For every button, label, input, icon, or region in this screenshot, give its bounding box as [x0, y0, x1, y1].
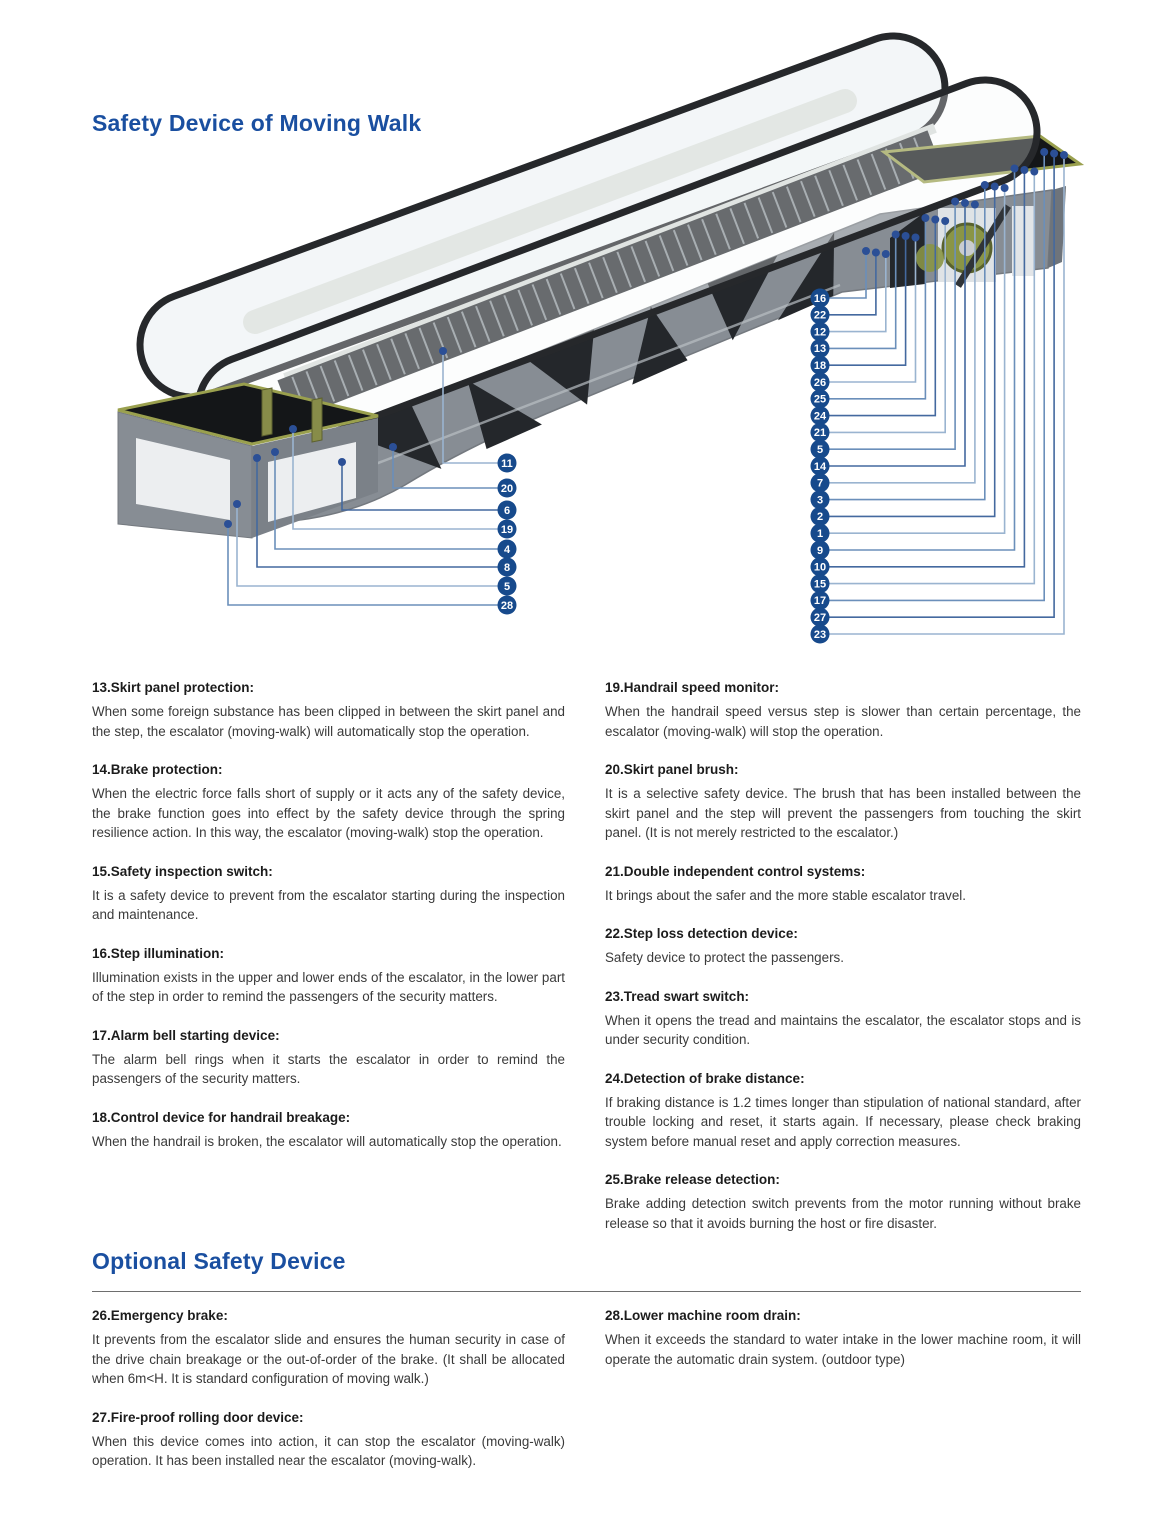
- safety-item: [605, 987, 1081, 1050]
- callout-21: [811, 423, 830, 442]
- safety-item-heading: 19.Handrail speed monitor:: [605, 680, 780, 695]
- callout-3: [811, 490, 830, 509]
- callout-10: [811, 557, 830, 576]
- safety-item-heading: 16.Step illumination:: [92, 945, 225, 961]
- safety-item-body: When some foreign substance has been clipped in between the skirt panel and the step, the escalator (moving-walk) will automatically stop the operation.: [92, 704, 565, 739]
- section-divider: [92, 1291, 1081, 1292]
- callout-16: [811, 289, 830, 308]
- safety-item-heading: 13.Skirt panel protection:: [92, 680, 255, 695]
- callout-28: [498, 596, 517, 615]
- svg-text:26: 26: [813, 376, 827, 389]
- safety-item: [605, 1170, 1081, 1233]
- callout-15: [811, 574, 830, 593]
- safety-item-body: It is a selective safety device. The brush that has been installed between the skirt panel and the step will prevent the passengers from touching the skirt panel. (It is not merely restricted to the escalator.): [605, 786, 1081, 840]
- safety-item-body: When it exceeds the standard to water intake in the lower machine room, it will operate the automatic drain system. (outdoor type): [605, 1332, 1081, 1367]
- callout-8: [498, 558, 517, 577]
- callout-5: [811, 440, 830, 459]
- svg-text:27: 27: [813, 612, 827, 624]
- page-title: Safety Device of Moving Walk: [92, 110, 422, 136]
- svg-text:1: 1: [816, 528, 824, 540]
- safety-item: [92, 1026, 565, 1089]
- safety-item-heading: 24.Detection of brake distance:: [605, 1070, 805, 1086]
- callout-23: [811, 625, 830, 644]
- svg-text:8: 8: [503, 561, 511, 574]
- callout-19: [498, 520, 517, 539]
- svg-text:3: 3: [816, 494, 824, 507]
- safety-item: [92, 1306, 565, 1389]
- svg-text:7: 7: [816, 477, 824, 490]
- safety-item-body: The alarm bell rings when it starts the escalator in order to remind the passengers of the security matters.: [92, 1051, 565, 1086]
- callout-2: [811, 507, 830, 526]
- svg-text:11: 11: [501, 457, 513, 470]
- svg-text:9: 9: [816, 544, 824, 557]
- optional-items-left-column: [92, 1306, 565, 1490]
- safety-item-heading: 23.Tread swart switch:: [605, 988, 750, 1004]
- safety-item-body: It brings about the safer and the more stable escalator travel.: [605, 887, 967, 903]
- svg-text:25: 25: [813, 393, 827, 406]
- safety-item-heading: 15.Safety inspection switch:: [92, 863, 273, 879]
- safety-item: [92, 1408, 565, 1471]
- callout-11: [498, 454, 517, 473]
- safety-item-heading: 27.Fire-proof rolling door device:: [92, 1409, 304, 1425]
- svg-text:17: 17: [813, 595, 827, 608]
- safety-item-body: Brake adding detection switch prevents from the motor running without brake release so that it avoids burning the host or fire disaster.: [605, 1196, 1081, 1231]
- callout-6: [498, 501, 517, 520]
- safety-item-heading: 18.Control device for handrail breakage:: [92, 1109, 351, 1125]
- svg-text:28: 28: [500, 599, 514, 612]
- callout-9: [811, 541, 830, 560]
- safety-item-body: When the handrail is broken, the escalator will automatically stop the operation.: [92, 1133, 562, 1149]
- svg-text:12: 12: [813, 326, 827, 339]
- safety-item-body: When the handrail speed versus step is slower than certain percentage, the escalator (moving-walk) will stop the operation.: [605, 704, 1081, 739]
- safety-item-body: If braking distance is 1.2 times longer than stipulation of national standard, after trouble locking and reset, it starts again. If necessary, please check braking system before manual reset and apply correction measures.: [605, 1094, 1081, 1149]
- svg-text:23: 23: [813, 628, 827, 641]
- safety-item: [605, 760, 1081, 843]
- callout-13: [811, 339, 830, 358]
- safety-item: [92, 1108, 565, 1152]
- svg-text:14: 14: [813, 460, 827, 473]
- svg-text:22: 22: [813, 309, 827, 322]
- callout-18: [811, 356, 830, 375]
- safety-items-left-column: [92, 678, 565, 1170]
- safety-item: [605, 862, 1081, 906]
- safety-item-heading: 28.Lower machine room drain:: [605, 1308, 801, 1323]
- safety-item: [92, 862, 565, 925]
- safety-items-right-column: [605, 678, 1081, 1252]
- callout-14: [811, 457, 830, 476]
- safety-item: [92, 944, 565, 1007]
- svg-text:5: 5: [816, 444, 824, 456]
- safety-item: [605, 1306, 1081, 1369]
- svg-text:20: 20: [500, 482, 514, 495]
- safety-item: [605, 924, 1081, 968]
- svg-text:5: 5: [503, 580, 511, 593]
- optional-section-title: Optional Safety Device: [92, 1248, 346, 1274]
- moving-walk-diagram: [0, 0, 1173, 668]
- safety-item: [605, 678, 1081, 741]
- svg-text:2: 2: [816, 511, 824, 524]
- safety-item-body: When it opens the tread and maintains the escalator, the escalator stops and is under security condition.: [605, 1012, 1081, 1047]
- callout-1: [811, 524, 830, 543]
- safety-item-body: When the electric force falls short of supply or it acts any of the safety device, the brake function goes into effect by the safety device through the spring resilience action. In this way, the escalator (moving-walk) stop the operation.: [92, 786, 565, 840]
- optional-items-right-column: [605, 1306, 1081, 1388]
- callout-26: [811, 373, 830, 392]
- callout-4: [498, 540, 517, 559]
- callout-20: [498, 479, 517, 498]
- safety-item-heading: 25.Brake release detection:: [605, 1172, 780, 1187]
- safety-item-body: Illumination exists in the upper and lower ends of the escalator, in the lower part of the step in order to remind the passengers of the security matters.: [92, 969, 565, 1004]
- callout-22: [811, 305, 830, 324]
- svg-text:15: 15: [813, 578, 827, 591]
- callout-27: [811, 608, 830, 627]
- safety-item-heading: 17.Alarm bell starting device:: [92, 1027, 280, 1043]
- safety-item: [92, 678, 565, 741]
- safety-item-body: When this device comes into action, it can stop the escalator (moving-walk) operation. It has been installed near the escalator (moving-walk).: [92, 1433, 565, 1468]
- callout-25: [811, 389, 830, 408]
- safety-item-heading: 14.Brake protection:: [92, 762, 223, 777]
- safety-item-body: It prevents from the escalator slide and ensures the human security in case of the drive chain breakage or the out-of-order of the brake. (It shall be allocated when 6m<H. It is standard configuration of moving walk.): [92, 1332, 565, 1386]
- safety-item-body: It is a safety device to prevent from the escalator starting during the inspection and maintenance.: [92, 887, 565, 922]
- safety-item: [605, 1069, 1081, 1152]
- svg-text:18: 18: [813, 360, 827, 372]
- svg-text:21: 21: [813, 427, 827, 440]
- safety-item-heading: 20.Skirt panel brush:: [605, 762, 739, 777]
- callout-17: [811, 591, 830, 610]
- safety-item: [92, 760, 565, 843]
- callout-5: [498, 577, 517, 596]
- svg-text:6: 6: [503, 504, 511, 517]
- callout-7: [811, 473, 830, 492]
- safety-item-heading: 21.Double independent control systems:: [605, 863, 866, 879]
- svg-text:13: 13: [813, 343, 827, 356]
- svg-text:24: 24: [813, 410, 827, 423]
- callout-12: [811, 322, 830, 341]
- svg-text:19: 19: [500, 523, 514, 536]
- safety-item-body: Safety device to protect the passengers.: [605, 950, 844, 965]
- svg-text:4: 4: [503, 543, 511, 556]
- svg-text:10: 10: [813, 561, 827, 574]
- safety-item-heading: 22.Step loss detection device:: [605, 926, 798, 941]
- callout-24: [811, 406, 830, 425]
- safety-item-heading: 26.Emergency brake:: [92, 1308, 228, 1323]
- svg-text:16: 16: [813, 292, 827, 305]
